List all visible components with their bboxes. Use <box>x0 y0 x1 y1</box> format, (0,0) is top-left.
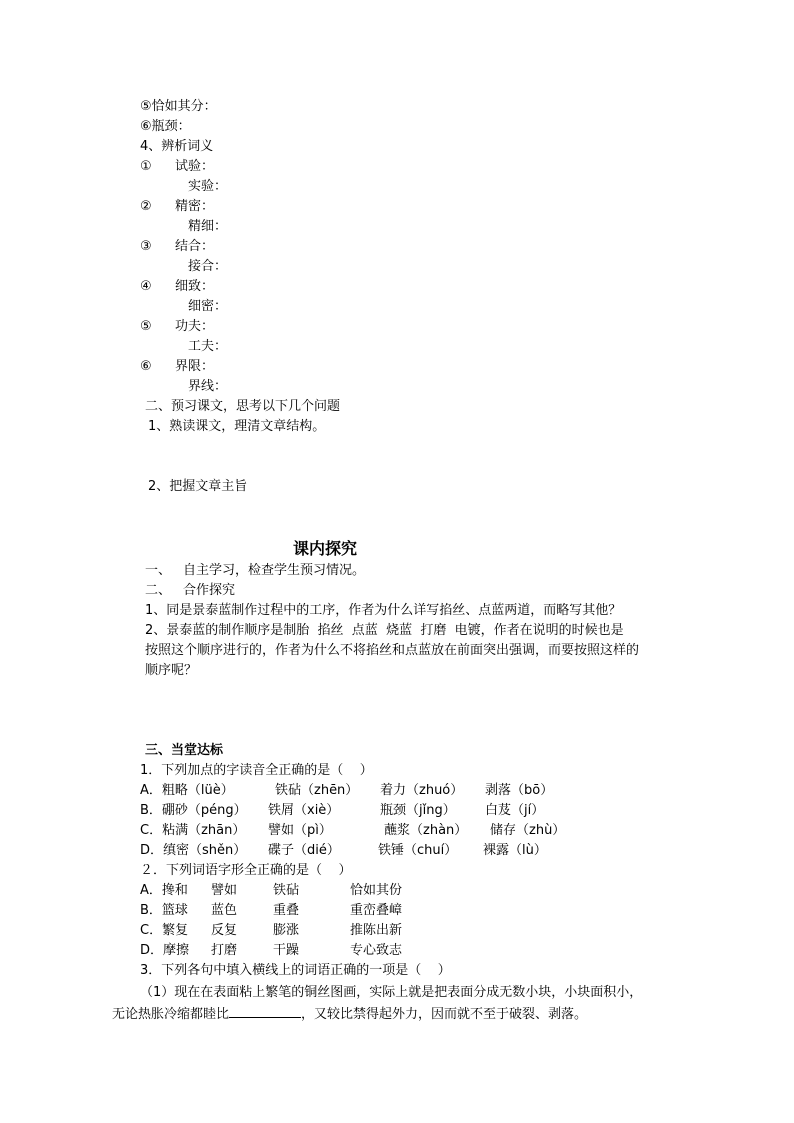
q2-option-d-1: D．摩擦 <box>140 943 190 958</box>
inquiry-question-2-line-2: 按照这个顺序进行的，作者为什么不将掐丝和点蓝放在前面突出强调，而要按照这样的 <box>145 643 640 658</box>
q3-sentence-1-line-2 <box>112 1005 587 1023</box>
preview-heading: 二、预习课文，思考以下几个问题 <box>145 399 341 414</box>
test-heading: 三、当堂达标 <box>145 743 224 758</box>
answer-blank <box>229 1005 301 1018</box>
q1-option-c-4: 储存（zhù） <box>490 823 566 838</box>
q2-option-c-4: 推陈出新 <box>350 923 403 938</box>
pair-5-word-b: 工夫： <box>188 339 228 354</box>
q3-sentence-1-before-blank: 无论热胀冷缩都睦比 <box>112 1007 230 1022</box>
q2-option-b-3: 重叠 <box>273 903 300 918</box>
inquiry-section-1-text: 自主学习，检查学生预习情况。 <box>183 563 366 578</box>
q2-option-c-2: 反复 <box>211 923 238 938</box>
q2-option-b-4: 重峦叠嶂 <box>350 903 403 918</box>
q1-option-c-3: 蘸浆（zhàn） <box>384 823 468 838</box>
q1-option-a-4: 剥落（bō） <box>485 783 554 798</box>
pair-2-word-a: 精密： <box>175 199 215 214</box>
test-question-3: 3．下列各句中填入横线上的词语正确的一项是（ ） <box>140 963 451 978</box>
q3-sentence-1-line-1: （1）现在在表面粘上繁笔的铜丝图画，实际上就是把表面分成无数小块，小块面积小， <box>140 985 643 1000</box>
inquiry-question-1: 1、同是景泰蓝制作过程中的工序，作者为什么详写掐丝、点蓝两道，而略写其他？ <box>145 603 622 618</box>
test-question-1: 1．下列加点的字读音全正确的是（ ） <box>140 763 373 778</box>
q1-option-d-3: 铁锤（chuí） <box>378 843 458 858</box>
q1-option-a-2: 铁砧（zhēn） <box>275 783 359 798</box>
q2-option-a-3: 铁砧 <box>273 883 300 898</box>
pair-5-word-a: 功夫： <box>175 319 215 334</box>
q1-option-b-1: B．硼砂（péng） <box>140 803 247 818</box>
q2-option-b-2: 蓝色 <box>211 903 238 918</box>
pair-4-word-a: 细致： <box>175 279 215 294</box>
q1-option-a-1: A．粗略（lüè） <box>140 783 234 798</box>
vocab-item-5: ⑤恰如其分： <box>140 99 217 114</box>
pair-2-word-b: 精细： <box>188 219 228 234</box>
q3-sentence-1-after-blank: ，又较比禁得起外力，因而就不至于破裂、剥落。 <box>301 1007 588 1022</box>
test-question-2: ２．下列词语字形全正确的是（ ） <box>140 863 352 878</box>
pair-1-number: ① <box>140 159 152 174</box>
q1-option-c-2: 譬如（pì） <box>268 823 332 838</box>
q1-option-b-3: 瓶颈（jǐng） <box>380 803 456 818</box>
q2-option-d-2: 打磨 <box>211 943 238 958</box>
q1-option-d-1: D．缜密（shěn） <box>140 843 247 858</box>
q1-option-b-2: 铁屑（xiè） <box>268 803 340 818</box>
inquiry-title: 课内探究 <box>293 539 358 558</box>
pair-6-number: ⑥ <box>140 359 152 374</box>
q2-option-b-1: B．篮球 <box>140 903 188 918</box>
pair-3-number: ③ <box>140 239 152 254</box>
pair-4-number: ④ <box>140 279 152 294</box>
preview-question-1: 1、熟读课文，理清文章结构。 <box>148 419 326 434</box>
pair-2-number: ② <box>140 199 152 214</box>
q2-option-a-2: 譬如 <box>211 883 238 898</box>
q2-option-c-3: 膨涨 <box>273 923 300 938</box>
section-4-heading: 4、辨析词义 <box>140 139 214 154</box>
q2-option-d-4: 专心致志 <box>350 943 403 958</box>
inquiry-question-2-line-3: 顺序呢？ <box>145 663 198 678</box>
q2-option-a-1: A．搀和 <box>140 883 188 898</box>
preview-question-2: 2、把握文章主旨 <box>148 479 248 494</box>
pair-1-word-a: 试验： <box>175 159 215 174</box>
pair-1-word-b: 实验： <box>188 179 228 194</box>
q1-option-d-4: 裸露（lù） <box>483 843 547 858</box>
q2-option-d-3: 干躁 <box>273 943 300 958</box>
inquiry-section-2-text: 合作探究 <box>183 583 236 598</box>
pair-3-word-a: 结合： <box>175 239 215 254</box>
q2-option-c-1: C．繁复 <box>140 923 189 938</box>
q1-option-c-1: C．粘满（zhān） <box>140 823 246 838</box>
pair-5-number: ⑤ <box>140 319 152 334</box>
pair-6-word-a: 界限： <box>175 359 215 374</box>
pair-6-word-b: 界线： <box>188 379 228 394</box>
q1-option-d-2: 碟子（dié） <box>268 843 340 858</box>
vocab-item-6: ⑥瓶颈： <box>140 119 191 134</box>
q2-option-a-4: 恰如其份 <box>350 883 403 898</box>
inquiry-section-2-number: 二、 <box>145 583 172 598</box>
inquiry-section-1-number: 一、 <box>145 563 172 578</box>
inquiry-question-2-line-1: 2、景泰蓝的制作顺序是制胎 掐丝 点蓝 烧蓝 打磨 电镀，作者在说明的时候也是 <box>145 623 624 638</box>
q1-option-a-3: 着力（zhuó） <box>380 783 464 798</box>
q1-option-b-4: 白芨（jí） <box>485 803 545 818</box>
pair-4-word-b: 细密： <box>188 299 228 314</box>
pair-3-word-b: 接合： <box>188 259 228 274</box>
